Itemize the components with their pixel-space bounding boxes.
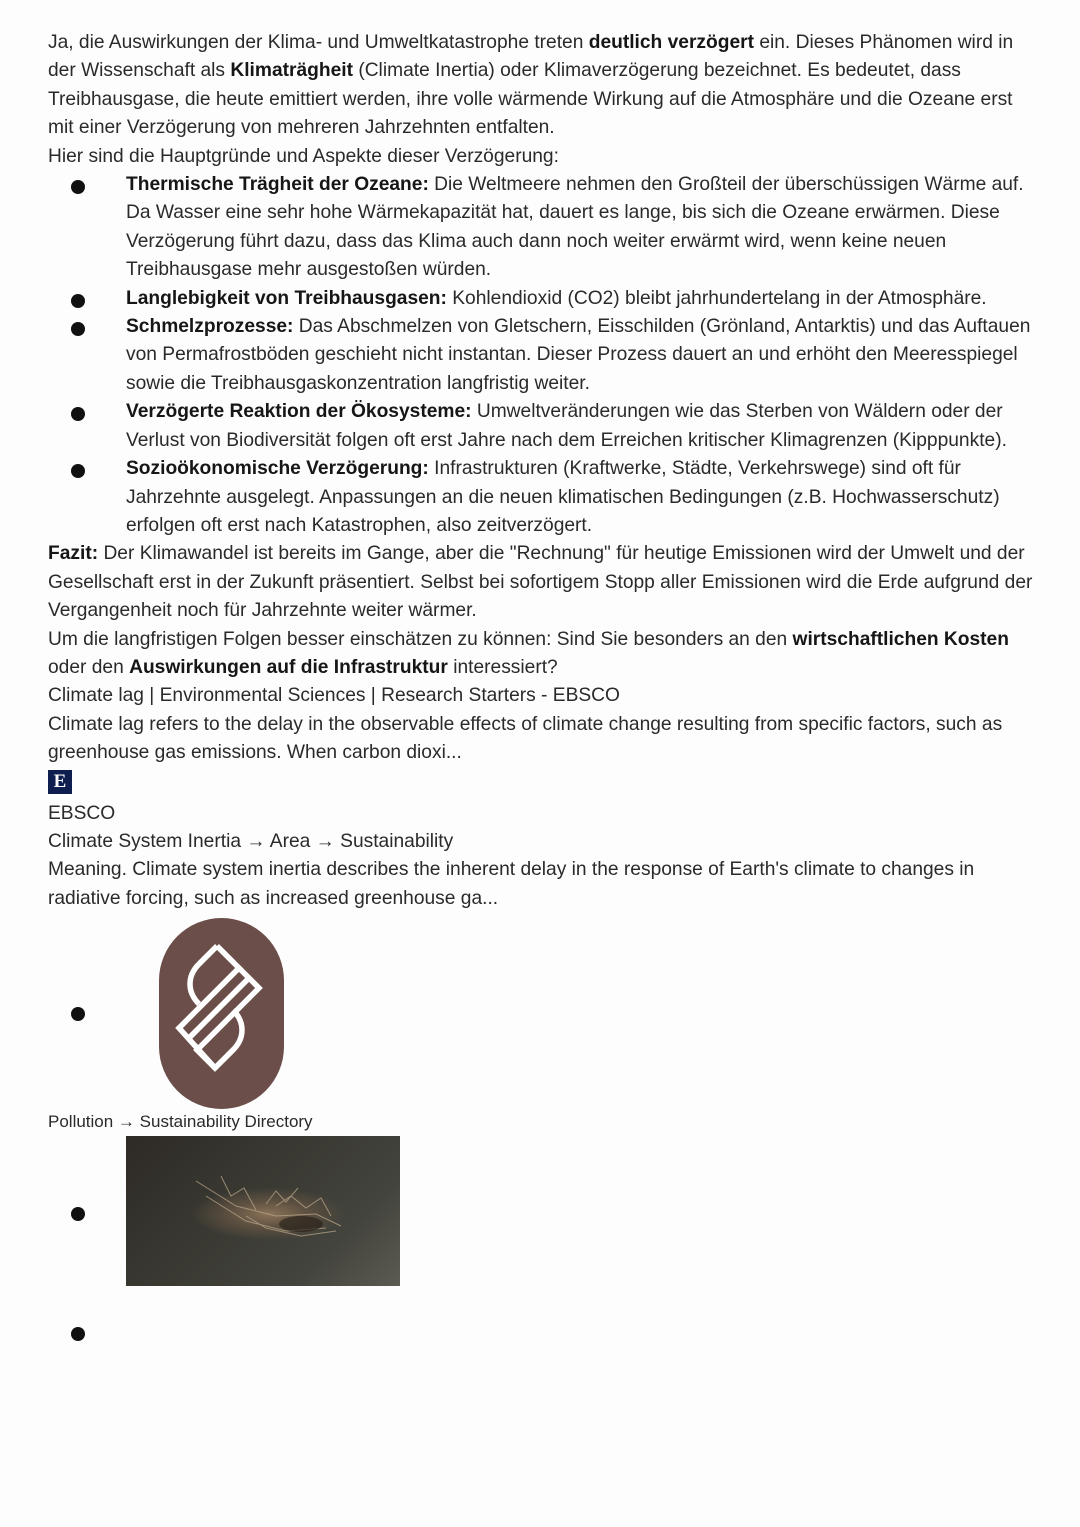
bullet-icon xyxy=(71,294,85,308)
source-site-name: EBSCO xyxy=(48,802,116,824)
bullet-icon xyxy=(71,1007,85,1021)
bullet-icon xyxy=(71,407,85,421)
follow-up-question: Um die langfristigen Folgen besser einschätzen zu können: Sind Sie besonders an den wirtschaftlichen Kosten oder den Auswirkungen auf die Infrastruktur interessiert? xyxy=(48,628,1009,678)
bullet-icon xyxy=(71,180,85,194)
conclusion-paragraph: Fazit: Der Klimawandel ist bereits im Gange, aber die "Rechnung" für heutige Emissionen wird der Umwelt und der Gesellschaft erst in der Zukunft präsentiert. Selbst bei sofortigem Stopp aller Emissionen wird die Erde aufgrund der Vergangenheit noch für Jahrzehnte weiter wärmer. xyxy=(48,543,1033,622)
list-item-text: Das Abschmelzen von Gletschern, Eisschilden (Grönland, Antarktis) und das Auftauen von Permafrostböden geschieht nicht instantan. Dieser Prozess dauert an und erhöht den Meeresspiegel sowie die Treibhausgaskonzentration langfristig weiter. xyxy=(126,316,1031,394)
sustainability-directory-logo-icon xyxy=(159,918,284,1109)
reasons-list xyxy=(48,171,1033,540)
list-item-title: Schmelzprozesse: xyxy=(126,316,294,338)
source-card-sustainability[interactable] xyxy=(48,828,1033,913)
source-card-ebsco[interactable] xyxy=(48,682,1033,828)
list-item-text: Infrastrukturen (Kraftwerke, Städte, Verkehrswege) sind oft für Jahrzehnte ausgelegt. Anpassungen an die neuen klimatischen Bedingungen (z.B. Hochwasserschutz) erfolgen oft erst nach Katastrophen, also zeitverzögert. xyxy=(126,458,1000,536)
list-item-text: Umweltveränderungen wie das Sterben von Wäldern oder der Verlust von Biodiversität folgen oft erst Jahre nach dem Erreichen kritischer Klimagrenzen (Kipppunkte). xyxy=(126,401,1007,451)
pollution-photo-debris xyxy=(126,1136,400,1286)
source-title[interactable]: Climate lag | Environmental Sciences | Research Starters - EBSCO xyxy=(48,685,620,707)
ebsco-logo-icon: E xyxy=(48,770,72,794)
list-item-text: Die Weltmeere nehmen den Großteil der überschüssigen Wärme auf. Da Wasser eine sehr hohe Wärmekapazität hat, dauert es lange, bis sich die Ozeane erwärmen. Diese Verzögerung führt dazu, dass das Klima auch dann noch weiter erwärmt wird, wenn keine neuen Treibhausgase mehr ausgestoßen würden. xyxy=(126,174,1024,281)
list-item xyxy=(48,455,1033,540)
list-item-text: Kohlendioxid (CO2) bleibt jahrhundertelang in der Atmosphäre. xyxy=(446,287,987,309)
list-item xyxy=(48,313,1033,398)
list-item-title: Thermische Trägheit der Ozeane: xyxy=(126,174,429,196)
list-item xyxy=(48,285,1033,313)
list-item-title: Langlebigkeit von Treibhausgasen: xyxy=(126,287,447,309)
bullet-icon xyxy=(71,322,85,336)
bullet-icon xyxy=(71,464,85,478)
option-infrastructure-impacts: Auswirkungen auf die Infrastruktur xyxy=(129,656,448,678)
list-item xyxy=(48,171,1033,285)
source-snippet: Meaning. Climate system inertia describes the inherent delay in the response of Earth's climate to changes in radiative forcing, such as increased greenhouse ga... xyxy=(48,859,975,909)
list-item xyxy=(48,1316,1033,1356)
conclusion-label: Fazit: xyxy=(48,543,99,565)
list-item xyxy=(48,398,1033,455)
list-intro: Hier sind die Hauptgründe und Aspekte dieser Verzögerung: xyxy=(48,145,559,167)
list-item xyxy=(48,915,1033,1111)
emphasis-climate-inertia: Klimaträgheit xyxy=(230,60,353,82)
image-caption[interactable]: Pollution → Sustainability Directory xyxy=(48,1112,313,1132)
bullet-icon xyxy=(71,1327,85,1341)
option-economic-costs: wirtschaftlichen Kosten xyxy=(792,628,1009,650)
source-title[interactable]: Climate System Inertia → Area → Sustainability xyxy=(48,830,454,852)
list-item-title: Sozioökonomische Verzögerung: xyxy=(126,458,429,480)
list-item xyxy=(48,1136,1033,1288)
pollution-photo[interactable] xyxy=(126,1136,400,1286)
intro-paragraph: Ja, die Auswirkungen der Klima- und Umweltkatastrophe treten deutlich verzögert ein. Dieses Phänomen wird in der Wissenschaft als Klimaträgheit (Climate Inertia) oder Klimaverzögerung bezeichnet. Es bedeutet, dass Treibhausgase, die heute emittiert werden, ihre volle wärmende Wirkung auf die Atmosphäre und die Ozeane erst mit einer Verzögerung von mehreren Jahrzehnten entfalten. xyxy=(48,32,1014,139)
list-item-title: Verzögerte Reaktion der Ökosysteme: xyxy=(126,401,472,423)
bullet-icon xyxy=(71,1207,85,1221)
source-snippet: Climate lag refers to the delay in the observable effects of climate change resulting from specific factors, such as greenhouse gas emissions. When carbon dioxi... xyxy=(48,713,1003,764)
emphasis-delayed: deutlich verzögert xyxy=(588,32,754,53)
response-document xyxy=(48,29,1033,1356)
